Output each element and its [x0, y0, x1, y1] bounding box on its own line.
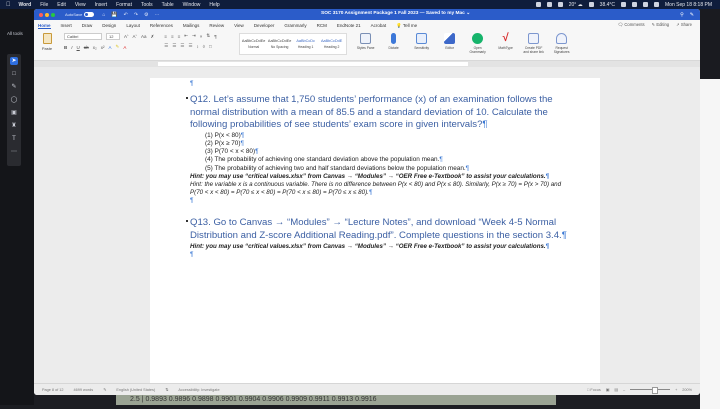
grow-font-icon[interactable]: Aˆ [124, 34, 129, 39]
pilcrow: ¶ [545, 172, 550, 180]
tab-draw[interactable]: Draw [81, 23, 93, 28]
menu-file[interactable]: File [35, 1, 44, 8]
empty-paragraph[interactable]: ¶ [190, 250, 194, 258]
menu-help[interactable]: Help [204, 1, 216, 8]
title-bar [34, 9, 700, 20]
button-label: Request Signatures [553, 46, 570, 54]
app-menu-word[interactable]: Word [14, 1, 27, 8]
font-color-icon[interactable]: A [123, 44, 127, 50]
ribbon-home [34, 31, 700, 61]
autosave-label: AutoSave [65, 12, 83, 17]
list-item[interactable] [205, 165, 570, 173]
style-name: No Spacing [270, 45, 289, 49]
tab-mailings[interactable]: Mailings [182, 23, 200, 28]
tab-view[interactable]: View [234, 23, 244, 28]
tab-layout[interactable]: Layout [126, 23, 140, 28]
microphone-icon [391, 33, 396, 44]
sensitivity-button[interactable] [411, 33, 433, 54]
q12-text: Q12. Let’s assume that 1,750 students’ performance (x) of an examination follows the normal distribution with a mean of 85.5 and a standard deviation of 10. Calculate the following probabilities of see students’ exam score in given intervals? [190, 94, 553, 131]
zoom-slider[interactable] [630, 389, 670, 390]
list-item[interactable] [205, 132, 570, 140]
menu-format[interactable]: Format [111, 1, 128, 8]
tab-grammarly[interactable]: Grammarly [284, 23, 307, 28]
bullet-marker [186, 220, 188, 222]
style-heading-1[interactable] [294, 36, 318, 52]
dictate-button[interactable] [383, 33, 405, 54]
zoom-in-icon[interactable]: + [675, 387, 678, 392]
ruler-text-area [158, 62, 468, 66]
italic-icon[interactable]: I [71, 44, 73, 50]
paste-label: Paste [41, 46, 53, 51]
battery-icon[interactable] [621, 2, 626, 7]
superscript-icon[interactable]: x² [100, 44, 105, 50]
wifi-icon[interactable] [632, 2, 637, 7]
empty-paragraph[interactable]: ¶ [190, 197, 194, 205]
pilcrow: ¶ [482, 119, 488, 131]
tell-me-search[interactable]: 💡 Tell me [396, 22, 418, 28]
left-tools-panel [0, 9, 34, 405]
button-label: Styles Pane [356, 46, 375, 50]
open-grammarly-button[interactable] [467, 33, 489, 54]
change-case-icon[interactable]: Aa [141, 34, 147, 39]
justify-icon[interactable]: ☰ [188, 43, 193, 48]
q12-hint-continuous[interactable] [190, 181, 570, 197]
proofing-icon[interactable]: ✎ [103, 388, 107, 392]
create-pdf-button[interactable] [523, 33, 545, 54]
hint-text: Hint: you may use “critical values.xlsx” from Canvas → “Modules” → “OER Free e-Textbook” to assist your calculations. [190, 242, 546, 250]
borders-icon[interactable]: □ [208, 43, 212, 49]
pen-tool-icon[interactable]: ✎ [11, 84, 17, 90]
ribbon-big-buttons [355, 33, 573, 54]
styles-gallery [239, 33, 347, 55]
editor-button[interactable] [439, 33, 461, 54]
style-preview: AaBbCcDc [296, 39, 315, 43]
button-label: Open Grammarly [469, 46, 486, 54]
all-tools-label[interactable]: All tools [7, 31, 23, 36]
show-marks-icon[interactable]: ¶ [214, 33, 217, 39]
mathtype-icon: √ [502, 32, 509, 44]
sort-icon[interactable]: ⇅ [206, 33, 211, 38]
word-window [34, 9, 700, 395]
search-icon[interactable]: ⚲ [680, 11, 684, 18]
editor-pen-icon [444, 33, 455, 44]
track-changes-icon[interactable]: ⇅ [165, 388, 169, 392]
item-text: (3) P(70 < x < 80) [205, 148, 256, 156]
line-spacing-icon[interactable]: ↕ [196, 43, 199, 49]
zoom-level[interactable]: 200% [682, 387, 692, 392]
pilcrow: ¶ [545, 242, 550, 250]
status-icon[interactable] [536, 2, 541, 7]
mathtype-button[interactable] [495, 33, 517, 54]
zoom-button[interactable] [51, 13, 55, 17]
status-icon[interactable] [558, 2, 563, 7]
bullets-icon[interactable]: ≡ [164, 33, 167, 39]
signature-icon [556, 33, 567, 44]
style-preview: AaBbCcDdEe [241, 39, 266, 43]
undo-icon[interactable]: ↶ [123, 11, 128, 18]
status-bar [34, 383, 700, 395]
button-label: Create PDF and share link [523, 46, 544, 54]
horizontal-ruler[interactable] [34, 61, 700, 67]
more-icon[interactable]: ⋯ [154, 11, 160, 18]
print-layout-icon[interactable]: ▣ [605, 388, 610, 392]
copilot-icon[interactable]: ✎ [689, 11, 694, 18]
customize-icon[interactable]: ⚙ [144, 11, 149, 18]
paste-button[interactable] [38, 33, 56, 51]
style-heading-2[interactable] [320, 36, 344, 52]
request-signatures-button[interactable] [551, 33, 573, 54]
item-text: (4) The probability of achieving one standard deviation above the population mean. [205, 156, 440, 164]
tab-references[interactable]: References [149, 23, 173, 28]
style-no-spacing[interactable] [268, 36, 292, 52]
status-icon[interactable] [547, 2, 552, 7]
document-title[interactable]: SOC 3170 Assignment Package 1 Fall 2023 — Saved to my Mac ⌄ [321, 11, 471, 16]
document-page[interactable] [150, 78, 600, 383]
tab-insert[interactable]: Insert [60, 23, 72, 28]
q12-block [190, 94, 570, 207]
select-tool-icon[interactable]: ➤ [11, 58, 17, 64]
background-sheet [700, 79, 720, 409]
comments-button[interactable]: 🗨 Comments [617, 22, 645, 27]
titlebar-right [680, 12, 700, 18]
document-body [190, 78, 570, 259]
button-label: Sensitivity [414, 46, 430, 50]
style-preview: AaBbCcDdEe [267, 39, 292, 43]
sensitivity-icon [416, 33, 427, 44]
pilcrow: ¶ [439, 156, 443, 164]
list-item[interactable] [205, 140, 570, 148]
redo-icon[interactable]: ↷ [133, 11, 139, 18]
weather-status[interactable]: 20° ☁ [568, 1, 583, 8]
ribbon-tabs [34, 20, 700, 31]
pdf-share-icon [528, 33, 539, 44]
font-name-select[interactable]: Calibri [64, 33, 102, 40]
list-item[interactable] [205, 156, 570, 164]
item-text: (2) P(x ≥ 70) [205, 139, 241, 147]
minimize-button[interactable] [45, 13, 49, 17]
crop-tool-icon[interactable]: ▣ [11, 110, 17, 116]
menu-tools[interactable]: Tools [136, 1, 149, 8]
share-label: Share [680, 22, 692, 27]
button-label: MathType [498, 46, 513, 50]
apple-menu-icon[interactable] [6, 2, 11, 8]
background-window-right [700, 9, 720, 405]
autosave-toggle[interactable] [65, 12, 94, 17]
language-indicator[interactable]: English (United States) [116, 387, 156, 392]
align-right-icon[interactable]: ☰ [180, 43, 185, 48]
q12-list [190, 132, 570, 173]
stamp-tool-icon[interactable]: ♜ [11, 123, 17, 129]
q13-block [190, 217, 570, 259]
style-name: Heading 2 [323, 45, 340, 49]
numbering-icon[interactable]: ≡ [170, 33, 174, 39]
q13-question[interactable] [190, 217, 570, 242]
button-label: Dictate [388, 46, 399, 50]
style-preview: AaBbCcDdE [320, 39, 343, 43]
menu-edit[interactable]: Edit [52, 1, 62, 8]
more-tools-icon[interactable]: ⋯ [11, 149, 17, 155]
align-left-icon[interactable]: ☰ [164, 43, 169, 48]
q12-hint-critical-values[interactable] [190, 173, 570, 181]
close-button[interactable] [39, 13, 43, 17]
status-icon[interactable] [589, 2, 594, 7]
tab-home[interactable]: Home [38, 22, 51, 28]
control-center-icon[interactable] [654, 2, 659, 7]
shading-icon[interactable]: ◊ [202, 43, 205, 49]
ribbon-actions [618, 22, 692, 28]
hint-text: Hint: the variable x is a continuous variable. There is no difference between P(x < 80) and P(x ≤ 80). Similarly, P(x ≥ 70) = P(x > 70) and P(70 < x < 80) = P(70 ≤ x < 80) = P(70 < x ≤ 80) = P(70 ≤ x ≤ 80). [190, 181, 562, 197]
bullet-marker [186, 97, 188, 99]
share-button[interactable]: ↗ Share [676, 22, 692, 27]
menu-view[interactable]: View [70, 1, 82, 8]
pilcrow: ¶ [561, 230, 567, 241]
pilcrow: ¶ [368, 189, 373, 197]
clipboard-icon [43, 33, 52, 44]
style-name: Normal [248, 45, 260, 49]
asian-layout-icon[interactable]: × [199, 33, 203, 39]
zoom-out-icon[interactable]: – [622, 387, 626, 392]
editing-label: Editing [656, 22, 670, 27]
clock[interactable]: Mon Sep 18 8:18 PM [665, 1, 712, 8]
font-group [64, 33, 154, 50]
tab-endnote[interactable]: EndNote 21 [336, 23, 361, 28]
button-label: Editor [445, 46, 454, 50]
status-right [587, 387, 700, 392]
home-icon[interactable]: ⌂ [102, 11, 106, 18]
strikethrough-icon[interactable]: ab [83, 44, 89, 50]
grammarly-icon [472, 33, 483, 44]
word-count[interactable]: 4699 words [73, 387, 94, 392]
subscript-icon[interactable]: x₂ [92, 44, 97, 50]
macos-menubar [0, 0, 720, 9]
multilevel-icon[interactable]: ≡ [177, 33, 181, 39]
list-item[interactable] [205, 148, 570, 156]
search-icon[interactable] [643, 2, 648, 7]
menu-window[interactable]: Window [178, 1, 196, 8]
decrease-indent-icon[interactable]: ⇤ [184, 33, 188, 38]
highlight-icon[interactable]: ✎ [115, 44, 120, 49]
focus-button[interactable]: □ Focus [587, 387, 601, 392]
accessibility-status[interactable]: Accessibility: Investigate [178, 387, 220, 392]
q12-question[interactable] [190, 94, 570, 132]
tab-rcm[interactable]: RCM [316, 23, 327, 28]
text-tool-icon[interactable]: T [12, 136, 16, 142]
item-text: (5) The probability of achieving two and half standard deviations below the population mean. [205, 164, 466, 172]
save-icon[interactable]: 💾 [111, 11, 118, 18]
tab-developer[interactable]: Developer [253, 23, 275, 28]
bold-icon[interactable]: B [64, 44, 68, 50]
q13-text: Q13. Go to Canvas → “Modules” → “Lecture Notes”, and download “Week 4-5 Normal Distribution and Z-score Additional Reading.pdf”. Complete questions in the section 3.4. [190, 217, 562, 241]
text-effects-icon[interactable]: A [108, 44, 112, 50]
pilcrow: ¶ [240, 131, 245, 139]
increase-indent-icon[interactable]: ⇥ [192, 33, 196, 38]
underline-icon[interactable]: U [76, 44, 80, 50]
status-menu-area [536, 2, 720, 8]
web-layout-icon[interactable]: ▤ [614, 388, 618, 392]
menu-table[interactable]: Table [157, 1, 170, 8]
font-size-select[interactable]: 12 [106, 33, 120, 40]
tab-design[interactable]: Design [102, 23, 117, 28]
q13-hint[interactable] [190, 243, 570, 251]
quick-access-toolbar [102, 12, 159, 18]
pilcrow: ¶ [465, 164, 470, 172]
item-text: (1) P(x < 80) [205, 131, 241, 139]
comment-tool-icon[interactable]: □ [12, 71, 16, 77]
pilcrow: ¶ [255, 148, 259, 156]
tab-review[interactable]: Review [209, 23, 225, 28]
paragraph-group [164, 33, 216, 49]
temperature-status[interactable]: 38.4°C [599, 1, 616, 8]
shrink-font-icon[interactable]: Aˇ [132, 34, 137, 39]
editing-button[interactable]: ✎ Editing [651, 22, 670, 27]
tell-me-label: Tell me [402, 22, 418, 28]
style-name: Heading 1 [297, 45, 314, 49]
menu-insert[interactable]: Insert [90, 1, 103, 8]
styles-pane-icon [360, 33, 371, 44]
pilcrow: ¶ [240, 139, 244, 147]
page-count[interactable]: Page 8 of 12 [42, 387, 64, 392]
clear-format-icon[interactable]: ✗ [150, 33, 155, 39]
hint-text: Hint: you may use “critical values.xlsx” from Canvas → “Modules” → “OER Free e-Textbook” to assist your calculations. [190, 172, 546, 180]
comments-label: Comments [624, 22, 645, 27]
lasso-tool-icon[interactable]: ◯ [10, 97, 18, 103]
document-area [34, 78, 700, 383]
tool-strip [7, 54, 21, 166]
empty-paragraph[interactable]: ¶ [190, 80, 194, 87]
toggle-switch[interactable] [84, 12, 94, 17]
styles-pane-button[interactable] [355, 33, 377, 54]
focus-label: Focus [590, 387, 601, 392]
align-center-icon[interactable]: ☰ [172, 43, 177, 48]
tab-acrobat[interactable]: Acrobat [370, 23, 387, 28]
style-normal[interactable] [242, 36, 266, 52]
background-window-table: 2.5 | 0.9893 0.9896 0.9898 0.9901 0.9904 0.9906 0.9909 0.9911 0.9913 0.9916 [116, 395, 556, 405]
